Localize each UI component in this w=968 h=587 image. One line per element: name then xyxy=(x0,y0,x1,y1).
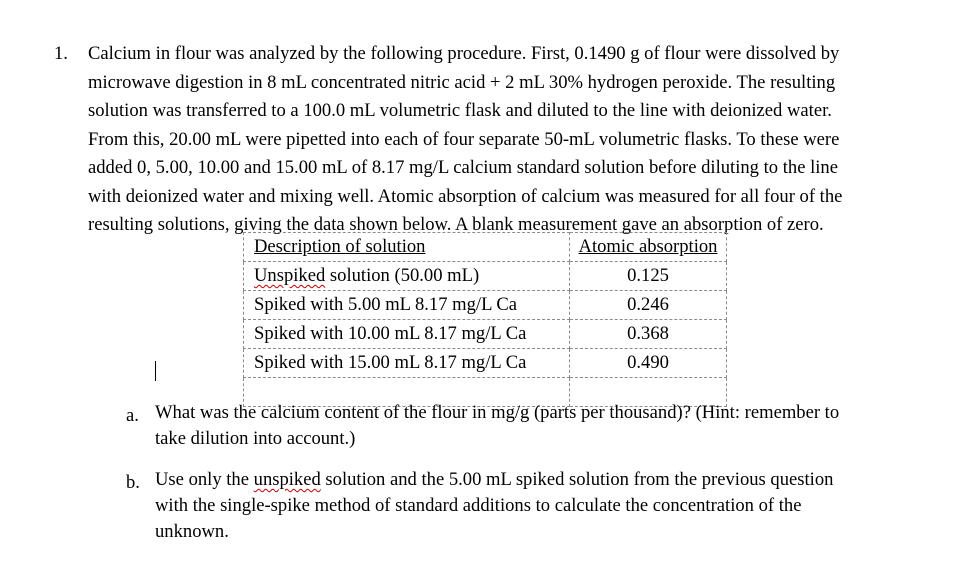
description-rest: solution (50.00 mL) xyxy=(325,265,480,286)
table-header-row xyxy=(244,233,727,262)
part-a-letter: a. xyxy=(126,405,139,426)
data-table xyxy=(243,232,727,407)
header-absorption: Atomic absorption xyxy=(578,236,718,257)
question-line: Calcium in flour was analyzed by the following procedure. First, 0.1490 g of flour were dissolved by xyxy=(88,43,840,64)
part-b-letter: b. xyxy=(126,472,140,493)
part-b-line: with the single-spike method of standard additions to calculate the concentration of the xyxy=(155,495,802,516)
table-header-cell xyxy=(570,233,727,262)
table-row xyxy=(244,291,727,320)
question-line: From this, 20.00 mL were pipetted into each of four separate 50-mL volumetric flasks. To these were xyxy=(88,128,840,150)
part-b-line: unknown. xyxy=(155,521,229,542)
header-description: Description of solution xyxy=(254,236,426,257)
table-cell-description: Spiked with 10.00 mL 8.17 mg/L Ca xyxy=(244,320,570,349)
table-cell-value: 0.125 xyxy=(570,262,727,291)
text-cursor xyxy=(155,361,156,381)
table-cell-description: Spiked with 5.00 mL 8.17 mg/L Ca xyxy=(244,291,570,320)
question-line: with deionized water and mixing well. Atomic absorption of calcium was measured for all four of the xyxy=(88,185,843,207)
table-header-cell xyxy=(244,233,570,262)
question-line: added 0, 5.00, 10.00 and 15.00 mL of 8.17 mg/L calcium standard solution before diluting to the line xyxy=(88,157,838,178)
table-cell-value: 0.490 xyxy=(570,349,727,378)
table-row xyxy=(244,262,727,291)
part-b-post: solution and the 5.00 mL spiked solution from the previous question xyxy=(320,469,834,490)
table-cell-description xyxy=(244,262,570,291)
misspelled-word: Unspiked xyxy=(254,265,326,286)
part-b-text xyxy=(155,467,945,545)
part-a-line: What was the calcium content of the flour in mg/g (parts per thousand)? (Hint: remember to xyxy=(155,402,840,423)
table-row xyxy=(244,349,727,378)
question-line: solution was transferred to a 100.0 mL volumetric flask and diluted to the line with deionized water. xyxy=(88,100,832,121)
misspelled-word: unspiked xyxy=(253,469,321,490)
question-line: resulting solutions, giving the data shown below. A blank measurement gave an absorption of zero. xyxy=(88,214,824,235)
part-a-line: take dilution into account.) xyxy=(155,428,356,449)
table-cell-value: 0.246 xyxy=(570,291,727,320)
table-cell-description: Spiked with 15.00 mL 8.17 mg/L Ca xyxy=(244,349,570,378)
table-row xyxy=(244,320,727,349)
question-number: 1. xyxy=(54,43,68,64)
part-b-line xyxy=(155,467,945,493)
part-a-text xyxy=(155,400,945,452)
question-text xyxy=(88,40,948,240)
part-b-pre: Use only the xyxy=(155,469,254,490)
table-cell-value: 0.368 xyxy=(570,320,727,349)
question-line: microwave digestion in 8 mL concentrated nitric acid + 2 mL 30% hydrogen peroxide. The resulting xyxy=(88,71,836,93)
